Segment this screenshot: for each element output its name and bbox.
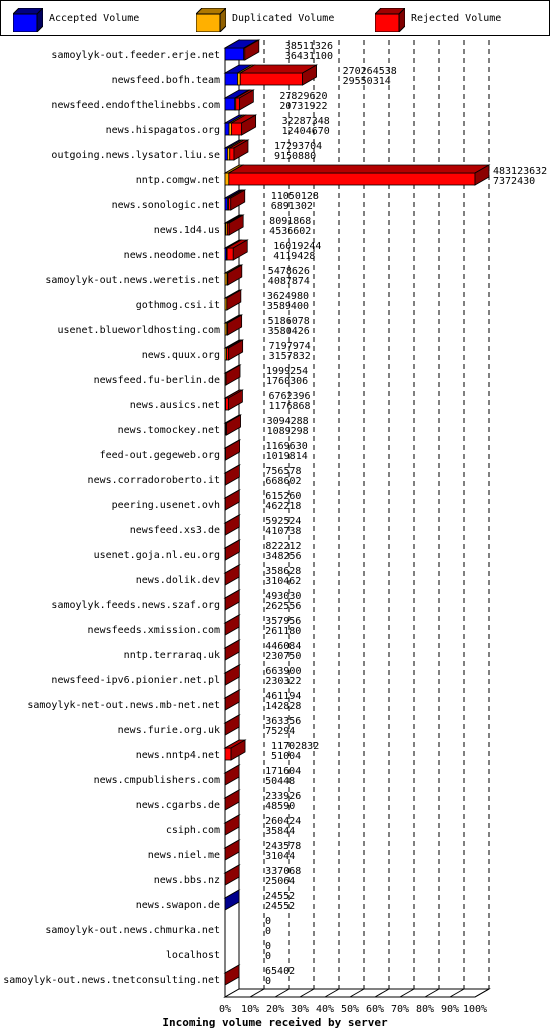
server-label: news.quux.org [141, 350, 220, 361]
server-label: news.cmpublishers.com [93, 775, 220, 786]
server-label: news.dolik.dev [135, 575, 220, 586]
total-volume-label: 1169630 [265, 441, 308, 452]
total-volume-label: 65402 [265, 966, 296, 977]
accepted-volume-label: 230750 [265, 651, 302, 662]
accepted-volume-label: 3157832 [268, 351, 311, 362]
accepted-volume-label: 24552 [265, 901, 296, 912]
total-volume-label: 337068 [265, 866, 302, 877]
accepted-volume-label: 12404670 [281, 126, 330, 137]
server-label: peering.usenet.ovh [111, 500, 220, 511]
total-volume-label: 5478626 [267, 266, 310, 277]
accepted-volume-label: 6891302 [270, 201, 313, 212]
x-tick-label: 70% [390, 1004, 410, 1015]
legend-label-rejected: Rejected Volume [411, 13, 502, 24]
server-label: nntp.comgw.net [135, 175, 220, 186]
legend-label-duplicated: Duplicated Volume [232, 13, 335, 24]
bar-segment-rejected [231, 123, 241, 135]
accepted-volume-label: 4536602 [269, 226, 312, 237]
total-volume-label: 233926 [265, 791, 302, 802]
total-volume-label: 446084 [265, 641, 302, 652]
total-volume-label: 493030 [265, 591, 302, 602]
total-volume-label: 756578 [265, 466, 302, 477]
accepted-volume-label: 48590 [265, 801, 296, 812]
x-tick-label: 50% [340, 1004, 360, 1015]
bar-top-rejected [229, 165, 489, 173]
total-volume-label: 38511326 [284, 41, 333, 52]
server-label: nntp.terraraq.uk [123, 650, 220, 661]
total-volume-label: 17293704 [273, 141, 323, 152]
server-label: newsfeed.bofh.team [111, 75, 220, 86]
accepted-volume-label: 51004 [271, 751, 302, 762]
server-label: csiph.com [165, 825, 220, 836]
accepted-volume-label: 4087874 [267, 276, 310, 287]
accepted-volume-label: 20731922 [279, 101, 328, 112]
bar-segment-accepted [225, 73, 238, 85]
server-label: news.tomockey.net [117, 425, 220, 436]
accepted-volume-label: 35844 [265, 826, 296, 837]
bar-segment-rejected [226, 398, 229, 410]
total-volume-label: 0 [265, 916, 272, 927]
server-label: news.swapon.de [135, 900, 220, 911]
server-label: news.niel.me [147, 850, 220, 861]
server-label: gothmog.csi.it [135, 300, 220, 311]
x-tick-label: 80% [415, 1004, 435, 1015]
volume-bar-chart [0, 36, 550, 1030]
total-volume-label: 822212 [265, 541, 302, 552]
x-tick-label: 60% [365, 1004, 385, 1015]
accepted-volume-label: 1019814 [265, 451, 308, 462]
total-volume-label: 16019244 [273, 241, 322, 252]
server-label: samoylyk-out.news.chmurka.net [45, 925, 220, 936]
accepted-volume-label: 348256 [265, 551, 302, 562]
total-volume-label: 7197974 [268, 341, 311, 352]
x-tick-label: 100% [462, 1004, 488, 1015]
total-volume-label: 27829620 [279, 91, 328, 102]
total-volume-label: 32287348 [281, 116, 330, 127]
accepted-volume-label: 230322 [265, 676, 302, 687]
total-volume-label: 6762396 [268, 391, 311, 402]
accepted-volume-label: 50448 [265, 776, 296, 787]
accepted-volume-label: 261180 [265, 626, 302, 637]
bar-segment-accepted [225, 123, 229, 135]
accepted-volume-label: 1176868 [268, 401, 311, 412]
server-label: news.1d4.us [153, 225, 220, 236]
server-label: samoylyk-out.feeder.erje.net [51, 50, 220, 61]
total-volume-label: 358628 [265, 566, 302, 577]
server-label: news.furie.org.uk [117, 725, 220, 736]
bar-segment-rejected [227, 248, 233, 260]
accepted-volume-label: 262556 [265, 601, 302, 612]
accepted-volume-label: 3589400 [266, 301, 310, 312]
server-label: newsfeeds.xmission.com [87, 625, 220, 636]
bar-segment-accepted [225, 98, 235, 110]
accepted-volume-label: 7372430 [493, 176, 536, 187]
accepted-volume-label: 36431100 [284, 51, 333, 62]
bar-segment-duplicated [238, 73, 241, 85]
legend-swatch-rejected [375, 8, 405, 32]
total-volume-label: 663900 [265, 666, 302, 677]
bar-segment-rejected [225, 748, 231, 760]
total-volume-label: 11702832 [271, 741, 320, 752]
bar-segment-rejected [236, 98, 240, 110]
total-volume-label: 592524 [265, 516, 302, 527]
server-label: outgoing.news.lysator.liu.se [51, 150, 220, 161]
accepted-volume-label: 1760306 [266, 376, 309, 387]
bar-segment-rejected [229, 173, 475, 185]
total-volume-label: 8091868 [269, 216, 312, 227]
total-volume-label: 3094288 [266, 416, 309, 427]
bar-segment-duplicated [225, 173, 229, 185]
server-label: usenet.goja.nl.eu.org [93, 550, 220, 561]
total-volume-label: 270264538 [342, 66, 397, 77]
total-volume-label: 0 [265, 941, 272, 952]
accepted-volume-label: 1089298 [266, 426, 309, 437]
accepted-volume-label: 31044 [265, 851, 296, 862]
server-label: samoylyk-net-out.news.mb-net.net [27, 700, 220, 711]
server-label: news.cgarbs.de [135, 800, 220, 811]
accepted-volume-label: 0 [265, 926, 272, 937]
total-volume-label: 24552 [265, 891, 296, 902]
total-volume-label: 363356 [265, 716, 302, 727]
server-label: newsfeed.xs3.de [129, 525, 220, 536]
server-label: newsfeed.fu-berlin.de [93, 375, 220, 386]
legend-label-accepted: Accepted Volume [49, 13, 140, 24]
x-tick-label: 30% [290, 1004, 310, 1015]
server-label: news.sonologic.net [111, 200, 220, 211]
x-tick-label: 90% [440, 1004, 460, 1015]
accepted-volume-label: 668602 [265, 476, 302, 487]
accepted-volume-label: 29550314 [342, 76, 391, 87]
accepted-volume-label: 310462 [265, 576, 302, 587]
total-volume-label: 171604 [265, 766, 302, 777]
server-label: news.hispagatos.org [105, 125, 220, 136]
x-tick-label: 10% [240, 1004, 260, 1015]
accepted-volume-label: 75294 [265, 726, 296, 737]
server-label: newsfeed-ipv6.pionier.net.pl [51, 675, 220, 686]
total-volume-label: 1999254 [266, 366, 309, 377]
bar-segment-rejected [240, 73, 302, 85]
server-label: newsfeed.endofthelinebbs.com [51, 100, 220, 111]
x-tick-label: 20% [265, 1004, 285, 1015]
server-label: samoylyk-out.news.tnetconsulting.net [3, 975, 220, 986]
server-label: news.corradoroberto.it [87, 475, 220, 486]
accepted-volume-label: 25064 [265, 876, 296, 887]
total-volume-label: 461194 [265, 691, 302, 702]
server-label: feed-out.gegeweb.org [99, 450, 220, 461]
bar-segment-rejected [230, 148, 234, 160]
accepted-volume-label: 142828 [265, 701, 302, 712]
accepted-volume-label: 462218 [265, 501, 302, 512]
server-label: usenet.blueworldhosting.com [57, 325, 220, 336]
accepted-volume-label: 0 [265, 951, 272, 962]
server-label: news.ausics.net [129, 400, 220, 411]
accepted-volume-label: 410738 [265, 526, 302, 537]
x-axis-title: Incoming volume received by server [162, 1016, 388, 1029]
accepted-volume-label: 9150880 [273, 151, 317, 162]
legend-swatch-accepted [13, 8, 43, 32]
bar-segment-accepted [225, 48, 244, 60]
total-volume-label: 11050128 [270, 191, 319, 202]
total-volume-label: 357956 [265, 616, 302, 627]
server-label: localhost [165, 950, 220, 961]
server-label: samoylyk-out.news.weretis.net [45, 275, 220, 286]
server-label: news.nntp4.net [135, 750, 220, 761]
total-volume-label: 5186078 [267, 316, 310, 327]
total-volume-label: 615260 [265, 491, 302, 502]
server-label: samoylyk.feeds.news.szaf.org [51, 600, 220, 611]
total-volume-label: 260424 [265, 816, 302, 827]
x-tick-label: 0% [218, 1004, 232, 1015]
accepted-volume-label: 4119428 [273, 251, 316, 262]
chart-legend [0, 0, 550, 36]
server-label: news.bbs.nz [153, 875, 220, 886]
total-volume-label: 3624980 [266, 291, 310, 302]
server-label: news.neodome.net [123, 250, 220, 261]
x-tick-label: 40% [315, 1004, 335, 1015]
total-volume-label: 483123632 [493, 166, 548, 177]
accepted-volume-label: 0 [265, 976, 272, 987]
legend-swatch-duplicated [196, 8, 226, 32]
accepted-volume-label: 3580426 [267, 326, 310, 337]
total-volume-label: 243578 [265, 841, 302, 852]
